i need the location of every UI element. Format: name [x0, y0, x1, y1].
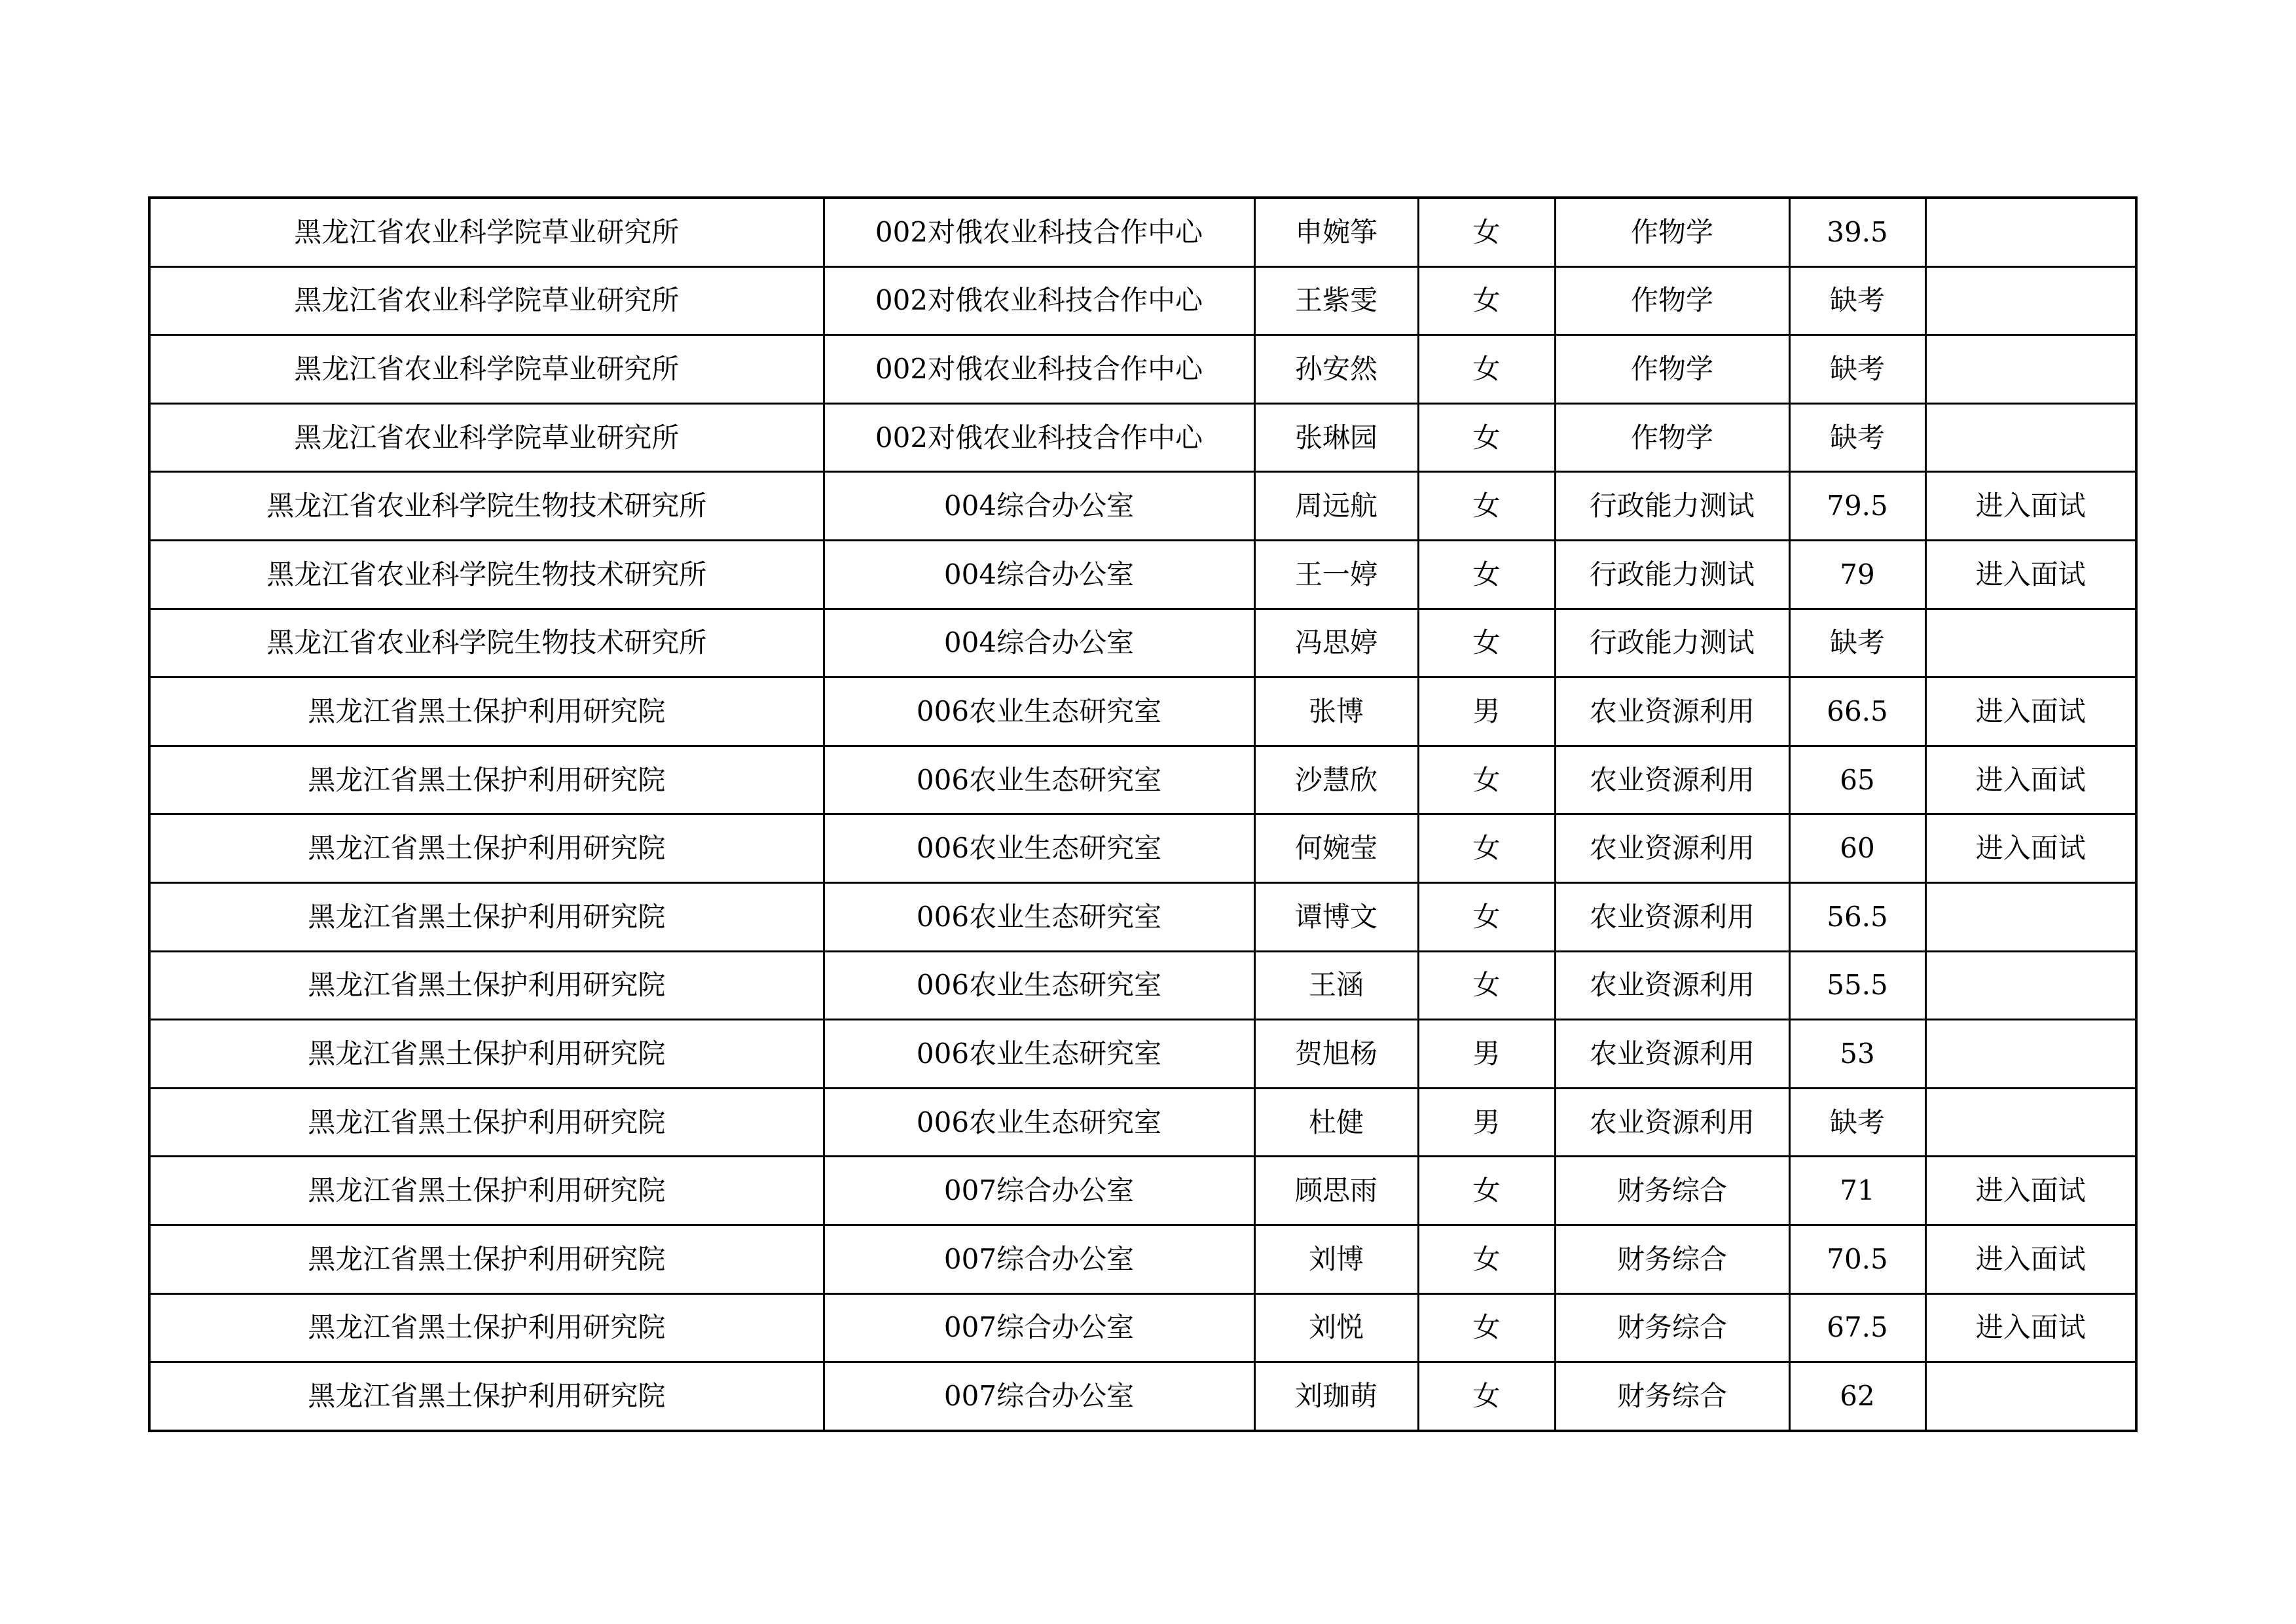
exam-results-table — [148, 196, 2138, 1432]
table-body — [149, 198, 2136, 1431]
cell-gender: 男 — [1418, 677, 1555, 746]
cell-score: 53 — [1789, 1020, 1925, 1089]
cell-unit: 黑龙江省黑土保护利用研究院 — [149, 1362, 824, 1431]
cell-candidate-name: 孙安然 — [1254, 335, 1418, 404]
cell-candidate-name: 王涵 — [1254, 951, 1418, 1020]
cell-unit: 黑龙江省农业科学院生物技术研究所 — [149, 609, 824, 677]
cell-position: 004综合办公室 — [824, 609, 1254, 677]
cell-unit: 黑龙江省农业科学院草业研究所 — [149, 403, 824, 472]
cell-candidate-name: 贺旭杨 — [1254, 1020, 1418, 1089]
cell-exam-subject: 财务综合 — [1555, 1225, 1789, 1293]
cell-gender: 女 — [1418, 1225, 1555, 1293]
cell-candidate-name: 张琳园 — [1254, 403, 1418, 472]
cell-exam-subject: 农业资源利用 — [1555, 882, 1789, 951]
cell-candidate-name: 顾思雨 — [1254, 1157, 1418, 1225]
cell-result — [1925, 403, 2136, 472]
cell-result: 进入面试 — [1925, 472, 2136, 541]
cell-candidate-name: 刘悦 — [1254, 1293, 1418, 1362]
cell-gender: 女 — [1418, 472, 1555, 541]
table-row — [149, 403, 2136, 472]
cell-score: 缺考 — [1789, 609, 1925, 677]
cell-gender: 女 — [1418, 540, 1555, 609]
cell-gender: 女 — [1418, 1362, 1555, 1431]
cell-score: 62 — [1789, 1362, 1925, 1431]
cell-position: 006农业生态研究室 — [824, 951, 1254, 1020]
cell-score: 71 — [1789, 1157, 1925, 1225]
cell-gender: 女 — [1418, 814, 1555, 883]
cell-exam-subject: 农业资源利用 — [1555, 677, 1789, 746]
cell-unit: 黑龙江省黑土保护利用研究院 — [149, 746, 824, 814]
table-row — [149, 1157, 2136, 1225]
cell-candidate-name: 何婉莹 — [1254, 814, 1418, 883]
cell-exam-subject: 财务综合 — [1555, 1293, 1789, 1362]
cell-candidate-name: 张博 — [1254, 677, 1418, 746]
table-row — [149, 266, 2136, 335]
cell-exam-subject: 作物学 — [1555, 198, 1789, 266]
cell-exam-subject: 农业资源利用 — [1555, 951, 1789, 1020]
cell-result: 进入面试 — [1925, 1293, 2136, 1362]
cell-gender: 女 — [1418, 403, 1555, 472]
cell-score: 39.5 — [1789, 198, 1925, 266]
cell-gender: 女 — [1418, 335, 1555, 404]
table-row — [149, 951, 2136, 1020]
cell-exam-subject: 作物学 — [1555, 335, 1789, 404]
cell-gender: 女 — [1418, 198, 1555, 266]
cell-position: 006农业生态研究室 — [824, 814, 1254, 883]
cell-result — [1925, 882, 2136, 951]
table-row — [149, 882, 2136, 951]
cell-unit: 黑龙江省黑土保护利用研究院 — [149, 1088, 824, 1157]
cell-result: 进入面试 — [1925, 540, 2136, 609]
cell-result — [1925, 951, 2136, 1020]
cell-candidate-name: 王紫雯 — [1254, 266, 1418, 335]
cell-unit: 黑龙江省黑土保护利用研究院 — [149, 882, 824, 951]
cell-score: 66.5 — [1789, 677, 1925, 746]
cell-position: 006农业生态研究室 — [824, 746, 1254, 814]
cell-score: 79 — [1789, 540, 1925, 609]
cell-candidate-name: 冯思婷 — [1254, 609, 1418, 677]
cell-score: 70.5 — [1789, 1225, 1925, 1293]
cell-result — [1925, 1088, 2136, 1157]
cell-unit: 黑龙江省黑土保护利用研究院 — [149, 1157, 824, 1225]
cell-score: 56.5 — [1789, 882, 1925, 951]
cell-unit: 黑龙江省黑土保护利用研究院 — [149, 677, 824, 746]
cell-unit: 黑龙江省黑土保护利用研究院 — [149, 1020, 824, 1089]
cell-exam-subject: 农业资源利用 — [1555, 814, 1789, 883]
table-row — [149, 1362, 2136, 1431]
cell-exam-subject: 财务综合 — [1555, 1157, 1789, 1225]
cell-candidate-name: 谭博文 — [1254, 882, 1418, 951]
cell-exam-subject: 行政能力测试 — [1555, 609, 1789, 677]
cell-exam-subject: 农业资源利用 — [1555, 1020, 1789, 1089]
cell-gender: 男 — [1418, 1088, 1555, 1157]
table-row — [149, 472, 2136, 541]
cell-gender: 女 — [1418, 1157, 1555, 1225]
cell-score: 55.5 — [1789, 951, 1925, 1020]
cell-gender: 女 — [1418, 951, 1555, 1020]
cell-score: 60 — [1789, 814, 1925, 883]
cell-exam-subject: 作物学 — [1555, 403, 1789, 472]
cell-position: 004综合办公室 — [824, 472, 1254, 541]
cell-result — [1925, 266, 2136, 335]
table-row — [149, 1088, 2136, 1157]
cell-result — [1925, 1020, 2136, 1089]
cell-unit: 黑龙江省黑土保护利用研究院 — [149, 1293, 824, 1362]
cell-unit: 黑龙江省农业科学院草业研究所 — [149, 266, 824, 335]
cell-score: 缺考 — [1789, 1088, 1925, 1157]
cell-result: 进入面试 — [1925, 1225, 2136, 1293]
cell-result — [1925, 1362, 2136, 1431]
cell-score: 65 — [1789, 746, 1925, 814]
cell-gender: 女 — [1418, 882, 1555, 951]
cell-result: 进入面试 — [1925, 814, 2136, 883]
cell-candidate-name: 申婉筝 — [1254, 198, 1418, 266]
cell-result: 进入面试 — [1925, 1157, 2136, 1225]
cell-candidate-name: 王一婷 — [1254, 540, 1418, 609]
table-row — [149, 746, 2136, 814]
cell-score: 缺考 — [1789, 335, 1925, 404]
cell-candidate-name: 刘博 — [1254, 1225, 1418, 1293]
cell-position: 002对俄农业科技合作中心 — [824, 403, 1254, 472]
cell-exam-subject: 行政能力测试 — [1555, 540, 1789, 609]
cell-candidate-name: 沙慧欣 — [1254, 746, 1418, 814]
table-row — [149, 609, 2136, 677]
table-row — [149, 198, 2136, 266]
table-row — [149, 540, 2136, 609]
cell-unit: 黑龙江省黑土保护利用研究院 — [149, 814, 824, 883]
cell-score: 缺考 — [1789, 403, 1925, 472]
cell-score: 79.5 — [1789, 472, 1925, 541]
cell-position: 006农业生态研究室 — [824, 882, 1254, 951]
cell-unit: 黑龙江省农业科学院草业研究所 — [149, 335, 824, 404]
cell-unit: 黑龙江省黑土保护利用研究院 — [149, 951, 824, 1020]
table-row — [149, 335, 2136, 404]
table-row — [149, 677, 2136, 746]
cell-result — [1925, 335, 2136, 404]
cell-exam-subject: 行政能力测试 — [1555, 472, 1789, 541]
cell-exam-subject: 农业资源利用 — [1555, 1088, 1789, 1157]
cell-position: 006农业生态研究室 — [824, 1088, 1254, 1157]
table-row — [149, 1293, 2136, 1362]
cell-position: 006农业生态研究室 — [824, 1020, 1254, 1089]
cell-result — [1925, 609, 2136, 677]
cell-gender: 女 — [1418, 266, 1555, 335]
cell-unit: 黑龙江省农业科学院草业研究所 — [149, 198, 824, 266]
cell-gender: 女 — [1418, 1293, 1555, 1362]
cell-candidate-name: 刘珈萌 — [1254, 1362, 1418, 1431]
cell-exam-subject: 作物学 — [1555, 266, 1789, 335]
cell-exam-subject: 财务综合 — [1555, 1362, 1789, 1431]
cell-result: 进入面试 — [1925, 746, 2136, 814]
table-row — [149, 1225, 2136, 1293]
cell-position: 002对俄农业科技合作中心 — [824, 266, 1254, 335]
cell-position: 004综合办公室 — [824, 540, 1254, 609]
cell-unit: 黑龙江省农业科学院生物技术研究所 — [149, 540, 824, 609]
cell-score: 67.5 — [1789, 1293, 1925, 1362]
cell-position: 007综合办公室 — [824, 1225, 1254, 1293]
cell-position: 007综合办公室 — [824, 1157, 1254, 1225]
cell-unit: 黑龙江省农业科学院生物技术研究所 — [149, 472, 824, 541]
cell-position: 007综合办公室 — [824, 1362, 1254, 1431]
cell-position: 002对俄农业科技合作中心 — [824, 198, 1254, 266]
cell-gender: 女 — [1418, 609, 1555, 677]
cell-candidate-name: 周远航 — [1254, 472, 1418, 541]
cell-position: 007综合办公室 — [824, 1293, 1254, 1362]
cell-position: 002对俄农业科技合作中心 — [824, 335, 1254, 404]
cell-position: 006农业生态研究室 — [824, 677, 1254, 746]
cell-gender: 男 — [1418, 1020, 1555, 1089]
cell-candidate-name: 杜健 — [1254, 1088, 1418, 1157]
cell-unit: 黑龙江省黑土保护利用研究院 — [149, 1225, 824, 1293]
cell-result: 进入面试 — [1925, 677, 2136, 746]
cell-score: 缺考 — [1789, 266, 1925, 335]
cell-result — [1925, 198, 2136, 266]
table-row — [149, 1020, 2136, 1089]
cell-exam-subject: 农业资源利用 — [1555, 746, 1789, 814]
cell-gender: 女 — [1418, 746, 1555, 814]
table-row — [149, 814, 2136, 883]
